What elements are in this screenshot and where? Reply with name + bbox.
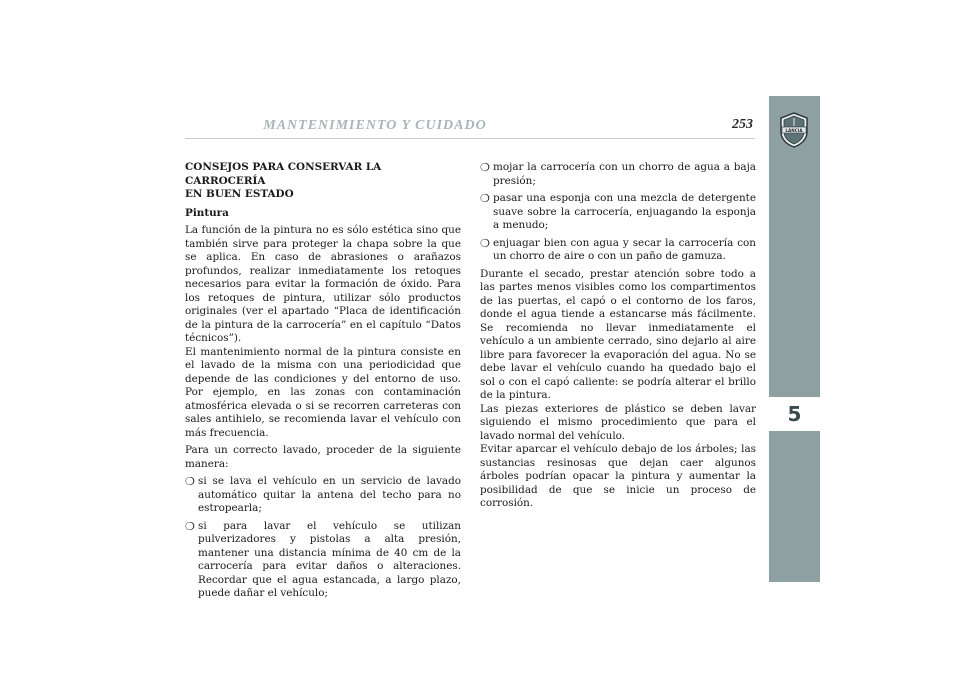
list-item-text: mojar la carrocería con un chorro de agua a baja presión;	[493, 161, 756, 187]
section-heading	[185, 161, 461, 202]
paragraph: El mantenimiento normal de la pintura consiste en el lavado de la misma con una periodicidad que depende de las condiciones y del entorno de uso. Por ejemplo, en las zonas con contaminación atmosférica elevada o si se recorren carreteras con sales antihielo, se recomienda lavar el vehículo con más frecuencia.	[185, 345, 461, 439]
paragraph: Las piezas exteriores de plástico se deben lavar siguiendo el mismo procedimiento que para el lavado normal del vehículo.	[480, 402, 756, 442]
bullet-circle-icon: ❍	[480, 161, 490, 174]
list-item-text: pasar una esponja con una mezcla de detergente suave sobre la carrocería, enjuagando la esponja a menudo;	[493, 192, 756, 231]
list-item	[480, 161, 756, 188]
list-item-text: si se lava el vehículo en un servicio de lavado automático quitar la antena del techo para no estropearla;	[198, 475, 461, 514]
list-item	[185, 475, 461, 516]
left-text-column	[185, 161, 461, 605]
list-item	[480, 237, 756, 264]
paragraph: Evitar aparcar el vehículo debajo de los árboles; las sustancias resinosas que dejan caer algunos árboles podrían opacar la pintura y aumentar la posibilidad de que se inicie un proceso de corrosión.	[480, 443, 756, 509]
list-item	[185, 520, 461, 601]
header-divider	[185, 138, 755, 139]
paragraph: Para un correcto lavado, proceder de la siguiente manera:	[185, 444, 461, 470]
list-item	[480, 192, 756, 233]
chapter-number-box	[769, 396, 820, 432]
logo-text: LANCIA	[785, 127, 803, 133]
bullet-list	[480, 161, 756, 264]
subsection-heading: Pintura	[185, 206, 229, 219]
section-heading-line2: EN BUEN ESTADO	[185, 188, 294, 200]
section-heading-line1: CONSEJOS PARA CONSERVAR LA CARROCERÍA	[185, 161, 382, 187]
chapter-side-tab	[769, 96, 820, 582]
lancia-logo-icon	[778, 112, 810, 148]
bullet-circle-icon: ❍	[480, 192, 490, 205]
list-item-text: enjuagar bien con agua y secar la carrocería con un chorro de aire o con un paño de gamuza.	[493, 236, 756, 262]
section-title: MANTENIMIENTO Y CUIDADO	[263, 118, 487, 133]
paragraph: La función de la pintura no es sólo estética sino que también sirve para proteger la chapa sobre la que se aplica. En caso de abrasiones o arañazos profundos, realizar inmediatamente los retoques necesarios para evitar la formación de óxido. Para los retoques de pintura, utilizar sólo productos originales (ver el apartado “Placa de identificación de la pintura de la carrocería” en el capítulo “Datos técnicos”).	[185, 224, 461, 344]
bullet-circle-icon: ❍	[185, 475, 195, 488]
paragraph: Durante el secado, prestar atención sobre todo a las partes menos visibles como los compartimentos de las puertas, el capó o el contorno de los faros, donde el agua tiende a estancarse más fácilmente. Se recomienda no llevar inmediatamente el vehículo a un ambiente cerrado, sino dejarlo al aire libre para favorecer la evaporación del agua. No se debe lavar el vehículo cuando ha quedado bajo el sol o con el capó caliente: se podría alterar el brillo de la pintura.	[480, 267, 756, 401]
bullet-circle-icon: ❍	[185, 519, 195, 533]
bullet-list	[185, 475, 461, 601]
chapter-number: 5	[787, 402, 802, 426]
page-number: 253	[732, 117, 753, 132]
right-text-column	[480, 161, 756, 515]
bullet-circle-icon: ❍	[480, 236, 490, 250]
list-item-text: si para lavar el vehículo se utilizan pulverizadores y pistolas a alta presión, mantener una distancia mínima de 40 cm de la carrocería para evitar daños o alteraciones. Recordar que el agua estancada, a largo plazo, puede dañar el vehículo;	[198, 519, 461, 599]
